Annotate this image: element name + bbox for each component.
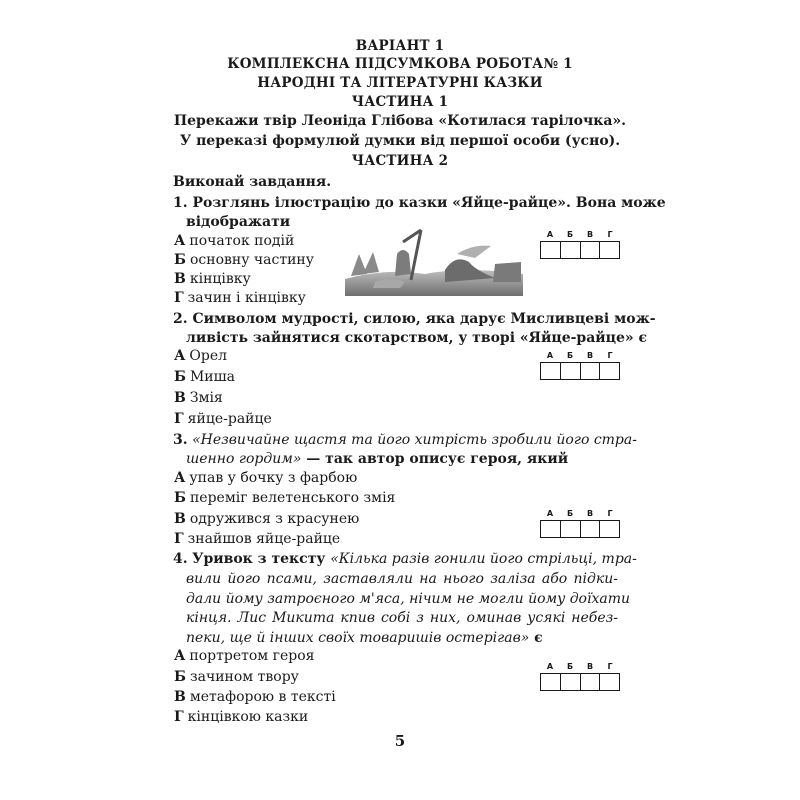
- option-text: кінцівкою казки: [187, 709, 309, 725]
- option-text: яйце-райце: [187, 411, 272, 427]
- question-line: Розглянь ілюстрацію до казки «Яйце-райце». Вона може: [192, 195, 666, 211]
- answer-cell[interactable]: [560, 363, 580, 379]
- answer-cell[interactable]: [560, 521, 580, 537]
- option-g[interactable]: [174, 411, 272, 427]
- answer-grid-2: [540, 350, 620, 380]
- option-letter: Б: [174, 252, 186, 268]
- answer-cell[interactable]: [580, 521, 600, 537]
- option-letter: Г: [174, 411, 184, 427]
- answer-grid-4: [540, 661, 620, 691]
- option-letter: Г: [174, 290, 184, 306]
- option-letter: А: [174, 348, 186, 364]
- work-title: КОМПЛЕКСНА ПІДСУМКОВА РОБОТА№ 1: [227, 56, 573, 72]
- grid-label: Б: [566, 509, 574, 518]
- answer-cell[interactable]: [599, 674, 619, 690]
- answer-cell[interactable]: [541, 242, 560, 258]
- grid-label: Г: [607, 351, 613, 360]
- option-letter: В: [174, 689, 186, 705]
- fox-figure: [395, 250, 411, 276]
- question-quote: кінця. Лис Микита кпив собі з них, оминав усякі небез-: [186, 610, 618, 626]
- answer-cell[interactable]: [580, 363, 600, 379]
- option-text: кінцівку: [189, 271, 251, 287]
- answer-cell[interactable]: [560, 674, 580, 690]
- answer-cell[interactable]: [580, 242, 600, 258]
- option-a[interactable]: [174, 648, 314, 664]
- grid-label: Г: [607, 230, 613, 239]
- part2-title: ЧАСТИНА 2: [351, 153, 449, 169]
- figure-shape: [493, 262, 521, 282]
- grid-label: В: [586, 351, 594, 360]
- option-text: Миша: [189, 369, 235, 385]
- question-quote: дали йому затроєного м'яса, нічим не могли йому доїхати: [186, 591, 631, 607]
- option-a[interactable]: [174, 348, 227, 364]
- question-2-text: [173, 311, 656, 327]
- answer-cell[interactable]: [599, 521, 619, 537]
- question-quote: «Незвичайне щастя та його хитрість зробили його стра-: [192, 432, 637, 448]
- question-lead: Уривок з тексту: [192, 551, 331, 567]
- option-b[interactable]: [174, 252, 314, 268]
- option-letter: В: [174, 390, 186, 406]
- option-text: основну частину: [189, 252, 314, 268]
- option-letter: Б: [174, 490, 186, 506]
- option-text: зачин і кінцівку: [187, 290, 306, 306]
- option-letter: А: [174, 470, 186, 486]
- question-3-text: [173, 432, 637, 448]
- option-text: Змія: [189, 390, 223, 406]
- option-text: Орел: [189, 348, 228, 364]
- option-g[interactable]: [174, 709, 308, 725]
- part2-intro: Виконай завдання.: [173, 174, 332, 190]
- question-quote: «Кілька разів гонили його стрільці, тра-: [330, 551, 637, 567]
- option-text: початок подій: [189, 233, 295, 249]
- variant-title: ВАРІАНТ 1: [355, 38, 445, 54]
- grid-label: А: [546, 509, 554, 518]
- option-text: зачином твору: [189, 669, 299, 685]
- question-line: Символом мудрості, силою, яка дарує Мисливцеві мож-: [192, 311, 656, 327]
- question-line: ливість зайнятися скотарством, у творі «Яйце-райце» є: [186, 330, 648, 346]
- option-letter: Г: [174, 531, 184, 547]
- answer-cell[interactable]: [541, 521, 560, 537]
- question-quote: пеки, ще й інших своїх товаришів остерігав»: [186, 630, 530, 646]
- option-letter: Б: [174, 369, 186, 385]
- question-tail: — так автор описує героя, який: [301, 451, 569, 467]
- option-v[interactable]: [174, 271, 251, 287]
- grid-label: А: [546, 230, 554, 239]
- option-text: портретом героя: [189, 648, 315, 664]
- topic-title: НАРОДНІ ТА ЛІТЕРАТУРНІ КАЗКИ: [257, 75, 543, 91]
- fairy-tale-illustration: [345, 224, 523, 296]
- option-text: метафорою в тексті: [189, 689, 336, 705]
- option-text: упав у бочку з фарбою: [189, 470, 358, 486]
- answer-cell[interactable]: [580, 674, 600, 690]
- answer-cell[interactable]: [541, 363, 560, 379]
- option-a[interactable]: [174, 470, 357, 486]
- question-number: 1.: [173, 195, 188, 211]
- grid-label: В: [586, 662, 594, 671]
- option-g[interactable]: [174, 290, 306, 306]
- option-letter: А: [174, 648, 186, 664]
- option-b[interactable]: [174, 369, 235, 385]
- plume-shape: [457, 246, 491, 258]
- grid-label: В: [586, 509, 594, 518]
- option-g[interactable]: [174, 531, 340, 547]
- option-letter: Г: [174, 709, 184, 725]
- page-number: 5: [394, 732, 406, 750]
- option-text: знайшов яйце-райце: [187, 531, 341, 547]
- option-b[interactable]: [174, 669, 299, 685]
- question-number: 2.: [173, 311, 188, 327]
- option-v[interactable]: [174, 390, 223, 406]
- question-number: 4.: [173, 551, 188, 567]
- answer-cell[interactable]: [599, 242, 619, 258]
- grid-label: Б: [566, 662, 574, 671]
- question-line: відображати: [186, 214, 291, 230]
- question-1-text: [173, 195, 666, 211]
- option-a[interactable]: [174, 233, 294, 249]
- question-quote: вили його псами, заставляли на нього заліза або підки-: [186, 571, 618, 587]
- answer-cell[interactable]: [560, 242, 580, 258]
- option-letter: В: [174, 271, 186, 287]
- staff-shape: [411, 230, 421, 280]
- grid-label: А: [546, 351, 554, 360]
- option-v[interactable]: [174, 511, 359, 527]
- option-v[interactable]: [174, 689, 336, 705]
- question-tail: є: [529, 630, 543, 646]
- grid-label: Г: [607, 662, 613, 671]
- question-line: [186, 451, 568, 467]
- option-letter: Б: [174, 669, 186, 685]
- option-letter: А: [174, 233, 186, 249]
- answer-cell[interactable]: [599, 363, 619, 379]
- part1-title: ЧАСТИНА 1: [351, 94, 449, 110]
- answer-grid-3: [540, 508, 620, 538]
- grid-label: Б: [566, 230, 574, 239]
- question-line: [186, 630, 543, 646]
- part1-task: Перекажи твір Леоніда Глібова «Котилася тарілочка».: [173, 113, 627, 129]
- answer-cell[interactable]: [541, 674, 560, 690]
- question-quote: шенно гордим»: [186, 451, 302, 467]
- part1-note: У переказі формулюй думки від першої особи (усно).: [179, 133, 621, 149]
- grid-label: В: [586, 230, 594, 239]
- option-b[interactable]: [174, 490, 395, 506]
- option-text: одружився з красунею: [189, 511, 360, 527]
- option-letter: В: [174, 511, 186, 527]
- answer-grid-1: [540, 229, 620, 259]
- question-number: 3.: [173, 432, 188, 448]
- option-text: переміг велетенського змія: [189, 490, 396, 506]
- grid-label: Г: [607, 509, 613, 518]
- question-4-text: [173, 551, 637, 567]
- grid-label: А: [546, 662, 554, 671]
- bush-shape: [351, 252, 379, 276]
- grid-label: Б: [566, 351, 574, 360]
